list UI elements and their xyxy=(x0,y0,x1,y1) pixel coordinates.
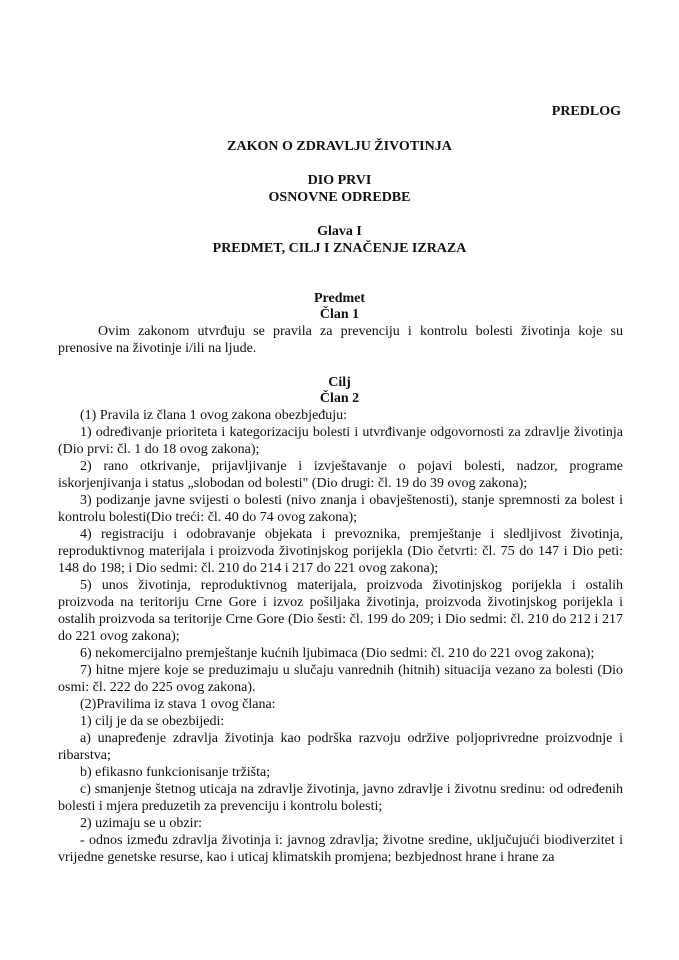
article1-body xyxy=(58,323,623,357)
chapter-number: Glava I xyxy=(317,224,362,239)
article2-heading: Cilj xyxy=(328,375,351,390)
paragraph: 7) hitne mjere koje se preduzimaju u slučaju vanrednih (hitnih) situacija vezano za bolesti (Dio osmi: čl. 222 do 225 ovog zakona). xyxy=(58,663,623,695)
part-name: OSNOVNE ODREDBE xyxy=(268,190,411,205)
paragraph: 4) registraciju i odobravanje objekata i prevoznika, premještanje i sledljivost životinja, reproduktivnog materijala i proizvoda životinjskog porijekla (Dio četvrti: čl. 75 do 147 i Dio peti: 148 do 198; i Dio sedmi: čl. 210 do 214 i 217 do 221 ovog zakona); xyxy=(58,527,623,576)
paragraph: (1) Pravila iz člana 1 ovog zakona obezbjeđuju: xyxy=(80,408,348,423)
article2-number: Član 2 xyxy=(319,391,360,406)
paragraph: 5) unos životinja, reproduktivnog materijala, proizvoda životinjskog porijekla i ostalih proizvoda na teritoriju Crne Gore i izvoz pošiljaka životinja, proizvoda životinjskog porijekla i ostalih proizvoda sa teritorije Crne Gore (Dio šesti: čl. 199 do 209; i Dio sedmi: čl. 210 do 212 i 217 do 221 ovog zakona); xyxy=(58,578,623,644)
paragraph: 6) nekomercijalno premještanje kućnih ljubimaca (Dio sedmi: čl. 210 do 221 ovog zakona); xyxy=(80,646,595,661)
proposal-label: PREDLOG xyxy=(551,104,621,119)
paragraph: 1) cilj je da se obezbijedi: xyxy=(80,714,225,729)
article1-heading: Predmet xyxy=(313,291,366,306)
paragraph: b) efikasno funkcionisanje tržišta; xyxy=(80,765,271,780)
article1-text: Ovim zakonom utvrđuju se pravila za prevenciju i kontrolu bolesti životinja koje su prenosive na životinje i/ili na ljude. xyxy=(58,324,623,356)
paragraph: c) smanjenje štetnog uticaja na zdravlje životinja, javno zdravlje i životnu sredinu: od određenih bolesti i mjera preduzetih za prevenciju i kontrolu bolesti; xyxy=(58,782,623,814)
paragraph: (2)Pravilima iz stava 1 ovog člana: xyxy=(80,697,276,712)
chapter-name: PREDMET, CILJ I ZNAČENJE IZRAZA xyxy=(212,241,467,256)
law-title: ZAKON O ZDRAVLJU ŽIVOTINJA xyxy=(227,139,452,154)
article1-number: Član 1 xyxy=(319,307,360,322)
article2-body xyxy=(58,407,623,866)
paragraph: - odnos između zdravlja životinja i: javnog zdravlja; životne sredine, uključujući biodiverzitet i vrijedne genetske resurse, kao i uticaj klimatskih promjena; bezbjednost hrane i hrane za xyxy=(58,833,623,865)
part-number: DIO PRVI xyxy=(307,173,372,188)
paragraph: 3) podizanje javne svijesti o bolesti (nivo znanja i obavještenosti), stanje spremnosti za bolest i kontrolu bolesti(Dio treći: čl. 40 do 74 ovog zakona); xyxy=(58,493,623,525)
paragraph: 1) određivanje prioriteta i kategorizaciju bolesti i utvrđivanje odgovornosti za zdravlje životinja (Dio prvi: čl. 1 do 18 ovog zakona); xyxy=(58,425,623,457)
paragraph: a) unapređenje zdravlja životinja kao podrška razvoju održive poljoprivredne proizvodnje i ribarstva; xyxy=(58,731,623,763)
paragraph: 2) uzimaju se u obzir: xyxy=(80,816,203,831)
paragraph: 2) rano otkrivanje, prijavljivanje i izvještavanje o pojavi bolesti, nadzor, programe iskorjenjivanja i status „slobodan od bolesti" (Dio drugi: čl. 19 do 39 ovog zakona); xyxy=(58,459,623,491)
